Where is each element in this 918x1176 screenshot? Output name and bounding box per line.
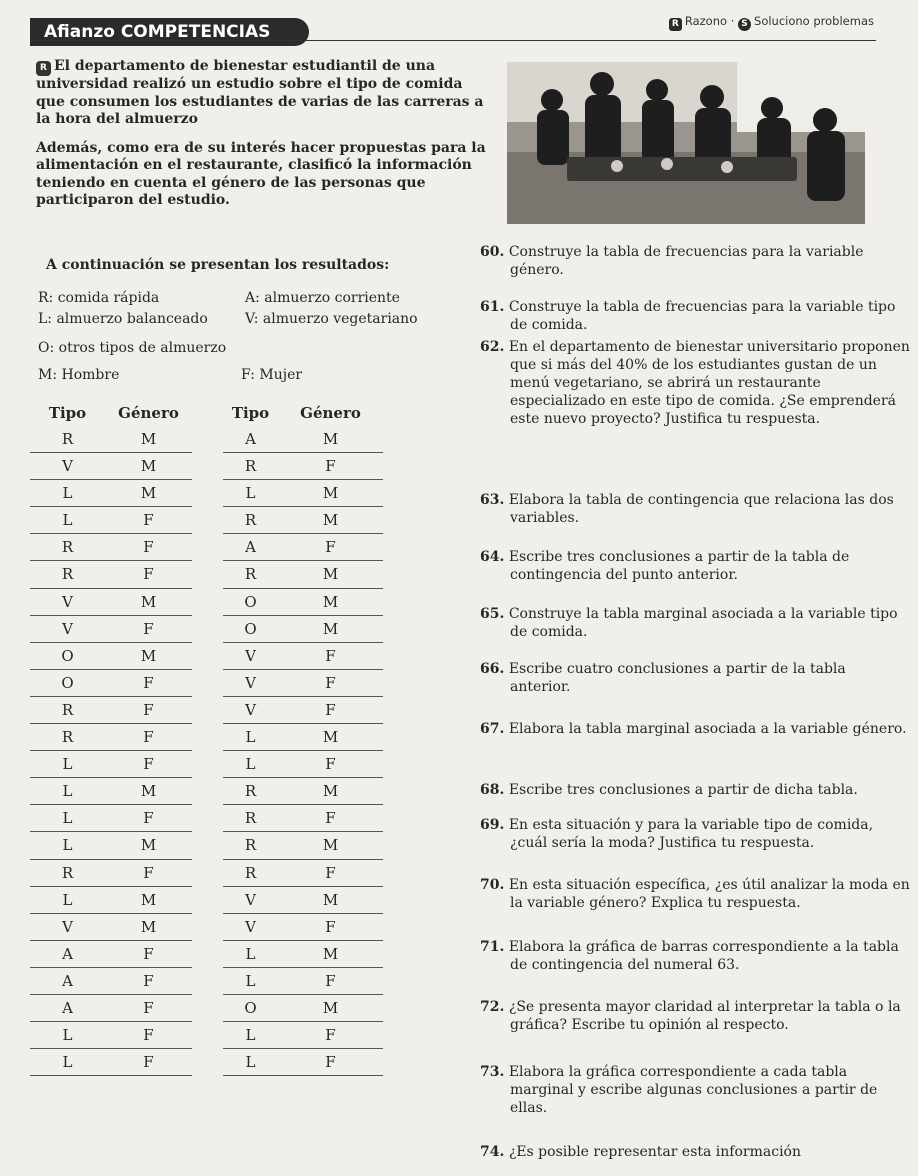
razono-mini-badge: R [36,61,51,76]
legend-l: L: almuerzo balanceado [38,311,208,327]
cell-tipo: L [62,1053,73,1072]
cell-tipo: A [62,971,73,990]
question-text: En esta situación y para la variable tipo de comida, ¿cuál sería la moda? Justifica tu respuesta. [508,817,874,851]
question-text: Construye la tabla de frecuencias para la variable género. [508,244,864,278]
students-photo [507,62,865,224]
table-row [223,968,383,995]
question-number: 63. [480,492,505,508]
cell-tipo: V [245,917,256,936]
intro-paragraph-2: Además, como era de su interés hacer propuestas para la alimentación en el restaurante, clasificó la información teniendo en cuenta el género de las personas que participaron del estudio. [36,139,486,208]
question-73 [480,1063,910,1117]
table-row [223,507,383,534]
cell-genero: F [325,755,336,774]
question-64 [480,548,910,584]
cell-tipo: R [61,700,74,719]
legend-a: A: almuerzo corriente [245,290,400,306]
cell-tipo: L [62,782,73,801]
question-number: 64. [480,549,505,565]
cell-genero: M [140,917,157,936]
table-row [30,778,192,805]
table-row [30,832,192,859]
cell-genero: M [140,782,157,801]
cell-tipo: L [62,755,73,774]
cell-tipo: V [245,646,256,665]
question-70 [480,876,910,912]
table-row [223,914,383,941]
question-number: 61. [480,299,505,315]
question-text: Elabora la gráfica de barras correspondiente a la tabla de contingencia del numeral 63. [508,939,899,973]
cell-genero: F [143,673,154,692]
table-row [223,426,383,453]
table-row [30,697,192,724]
table-row [223,589,383,616]
cell-tipo: V [62,457,73,476]
intro-text [36,58,491,221]
table-row [223,778,383,805]
question-72 [480,998,910,1034]
cell-genero: M [140,484,157,503]
cell-genero: M [322,944,339,963]
cell-tipo: V [62,592,73,611]
section-header [0,14,918,50]
competency-labels [669,14,874,31]
cell-genero: M [140,457,157,476]
cell-tipo: V [245,673,256,692]
table-row [223,805,383,832]
cell-tipo: L [62,1026,73,1045]
table-row [30,670,192,697]
soluciono-label: Soluciono problemas [754,14,874,28]
cell-genero: M [140,646,157,665]
cell-genero: M [322,728,339,747]
table-row [30,1022,192,1049]
cell-genero: F [143,1053,154,1072]
table-row [223,1022,383,1049]
table-row [223,860,383,887]
table-row [223,453,383,480]
cell-genero: F [325,1026,336,1045]
legend-m: M: Hombre [38,367,120,383]
table-row [223,832,383,859]
soluciono-badge: S [738,18,751,31]
cell-tipo: V [245,700,256,719]
table-row [30,751,192,778]
table-row [30,507,192,534]
cell-genero: F [325,971,336,990]
cell-genero: M [322,592,339,611]
cell-genero: F [325,863,336,882]
header-tipo: Tipo [231,404,270,422]
question-69 [480,816,910,852]
cell-tipo: R [244,565,257,584]
table-row [223,941,383,968]
table-row [30,995,192,1022]
cell-genero: M [322,619,339,638]
cell-tipo: L [245,728,256,747]
legend-r: R: comida rápida [38,290,160,306]
cell-genero: M [322,890,339,909]
cell-tipo: L [62,484,73,503]
question-text: Elabora la tabla marginal asociada a la variable género. [508,721,907,737]
legend-v: V: almuerzo vegetariano [245,311,418,327]
cell-genero: F [143,998,154,1017]
cell-genero: F [143,619,154,638]
cell-tipo: L [245,484,256,503]
cell-genero: F [325,700,336,719]
question-number: 65. [480,606,505,622]
table-row [223,534,383,561]
cell-tipo: R [244,782,257,801]
cell-genero: F [143,755,154,774]
cell-tipo: R [244,836,257,855]
question-number: 70. [480,877,505,893]
legend-o: O: otros tipos de almuerzo [38,340,227,356]
question-number: 68. [480,782,505,798]
question-74 [480,1143,910,1161]
question-text: En el departamento de bienestar universitario proponen que si más del 40% de los estudiantes gustan de un menú vegetariano, se abrirá un restaurante especializado en este tipo de comida. ¿Se emprenderá este nuevo proyecto? Justifica tu respuesta. [508,339,910,427]
cell-genero: F [325,457,336,476]
table-row [223,670,383,697]
cell-genero: F [143,700,154,719]
table-row [30,887,192,914]
question-62 [480,338,910,428]
cell-genero: M [322,430,339,448]
table-header [223,404,383,426]
header-tipo: Tipo [48,404,87,422]
header-genero: Género [300,404,361,422]
cell-genero: F [325,809,336,828]
table-row [223,616,383,643]
question-68 [480,781,910,799]
cell-tipo: L [245,971,256,990]
table-row [30,589,192,616]
table-row [223,724,383,751]
cell-genero: F [143,511,154,530]
cell-tipo: R [244,457,257,476]
question-number: 67. [480,721,505,737]
question-text: Construye la tabla marginal asociada a la variable tipo de comida. [508,606,898,640]
table-row [30,426,192,453]
cell-tipo: V [62,917,73,936]
cell-tipo: L [245,1026,256,1045]
cell-tipo: R [61,538,74,557]
cell-tipo: L [62,809,73,828]
question-text: En esta situación específica, ¿es útil analizar la moda en la variable género? Explica tu respuesta. [508,877,910,911]
cell-genero: F [325,673,336,692]
cell-genero: M [140,890,157,909]
question-text: Escribe tres conclusiones a partir de dicha tabla. [508,782,858,798]
table-row [30,1049,192,1076]
table-row [223,697,383,724]
cell-tipo: O [61,673,74,692]
question-text: ¿Es posible representar esta información [508,1144,801,1160]
cell-genero: F [143,809,154,828]
razono-badge: R [669,18,682,31]
table-row [223,643,383,670]
cell-tipo: O [244,592,257,611]
cell-genero: F [143,1026,154,1045]
cell-genero: F [143,863,154,882]
cell-genero: F [325,1053,336,1072]
results-table-1 [30,404,192,1076]
question-number: 72. [480,999,505,1015]
cell-genero: F [143,971,154,990]
results-table-2 [223,404,383,1076]
table-row [223,751,383,778]
question-number: 66. [480,661,505,677]
cell-tipo: A [245,430,256,448]
question-71 [480,938,910,974]
cell-genero: F [325,538,336,557]
question-number: 73. [480,1064,505,1080]
cell-genero: F [325,917,336,936]
cell-tipo: O [244,619,257,638]
table-row [223,561,383,588]
results-title: A continuación se presentan los resultados: [46,257,390,273]
table-row [30,534,192,561]
cell-tipo: R [244,863,257,882]
cell-tipo: A [62,944,73,963]
table-header [30,404,192,426]
cell-tipo: R [61,863,74,882]
cell-tipo: L [245,944,256,963]
cell-tipo: R [61,430,74,448]
cell-tipo: L [62,890,73,909]
cell-genero: M [322,565,339,584]
cell-genero: F [143,538,154,557]
razono-label: Razono [684,14,728,28]
question-66 [480,660,910,696]
cell-genero: M [140,836,157,855]
question-61 [480,298,910,334]
cell-genero: M [140,430,157,448]
cell-genero: M [322,782,339,801]
table-row [223,995,383,1022]
question-text: Construye la tabla de frecuencias para la variable tipo de comida. [508,299,896,333]
question-number: 71. [480,939,505,955]
question-63 [480,491,910,527]
cell-tipo: R [244,511,257,530]
cell-tipo: R [244,809,257,828]
question-text: ¿Se presenta mayor claridad al interpretar la tabla o la gráfica? Escribe tu opinión al respecto. [508,999,901,1033]
question-67 [480,720,910,738]
cell-genero: M [140,592,157,611]
question-text: Elabora la gráfica correspondiente a cada tabla marginal y escribe algunas conclusiones a partir de ellas. [508,1064,878,1116]
table-row [223,480,383,507]
question-number: 62. [480,339,505,355]
table-row [223,1049,383,1076]
cell-tipo: L [62,836,73,855]
question-65 [480,605,910,641]
table-row [30,724,192,751]
separator: · [730,14,735,28]
section-title: Afianzo COMPETENCIAS [30,18,309,46]
cell-genero: F [143,944,154,963]
cell-tipo: V [62,619,73,638]
question-number: 74. [480,1144,505,1160]
cell-tipo: L [245,1053,256,1072]
header-genero: Género [118,404,179,422]
cell-genero: M [322,836,339,855]
legend-f: F: Mujer [241,367,303,383]
table-row [30,561,192,588]
question-60 [480,243,910,279]
cell-tipo: O [244,998,257,1017]
table-row [223,887,383,914]
cell-genero: F [143,728,154,747]
table-row [30,968,192,995]
question-text: Escribe tres conclusiones a partir de la tabla de contingencia del punto anterior. [508,549,850,583]
cell-tipo: L [245,755,256,774]
cell-tipo: A [245,538,256,557]
header-rule [30,40,876,41]
cell-genero: M [322,998,339,1017]
table-row [30,616,192,643]
question-text: Escribe cuatro conclusiones a partir de la tabla anterior. [508,661,846,695]
cell-tipo: L [62,511,73,530]
table-row [30,941,192,968]
cell-genero: M [322,511,339,530]
question-number: 60. [480,244,505,260]
question-text: Elabora la tabla de contingencia que relaciona las dos variables. [508,492,894,526]
cell-tipo: R [61,565,74,584]
cell-tipo: V [245,890,256,909]
cell-genero: F [143,565,154,584]
question-number: 69. [480,817,505,833]
cell-tipo: A [62,998,73,1017]
table-row [30,480,192,507]
table-row [30,453,192,480]
table-row [30,805,192,832]
table-row [30,860,192,887]
intro-paragraph-1: R El departamento de bienestar estudiantil de una universidad realizó un estudio sobre el tipo de comida que consumen los estudiantes de varias de las carreras a la hora del almuerzo [36,58,484,127]
cell-tipo: R [61,728,74,747]
cell-genero: M [322,484,339,503]
cell-genero: F [325,646,336,665]
table-row [30,914,192,941]
table-row [30,643,192,670]
cell-tipo: O [61,646,74,665]
